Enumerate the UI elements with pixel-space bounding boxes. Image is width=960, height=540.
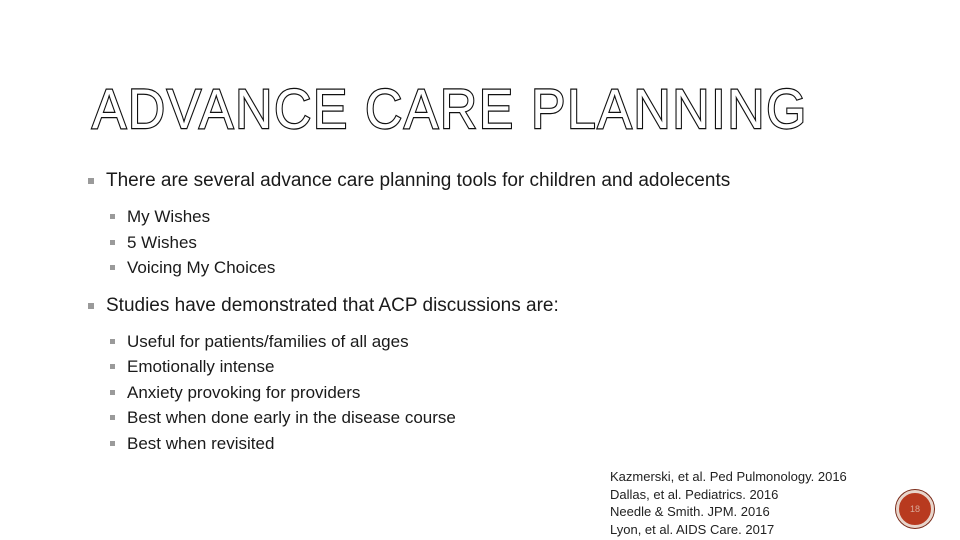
list-item-text: Best when revisited (127, 433, 275, 453)
list-item-text: 5 Wishes (127, 232, 197, 252)
list-item (110, 354, 848, 380)
list-item-text: Anxiety provoking for providers (127, 382, 361, 402)
bullet-marker (110, 265, 115, 270)
title-svg (90, 72, 830, 142)
content-body (88, 170, 848, 456)
bullet-marker (110, 339, 115, 344)
list-item (110, 380, 848, 406)
bullet-studies (88, 295, 848, 317)
title-text: ADVANCE CARE PLANNING (92, 77, 808, 140)
list-item-text: Emotionally intense (127, 357, 275, 376)
list-item (110, 204, 848, 230)
list-item (110, 329, 848, 355)
list-item (110, 431, 848, 457)
bullet-marker (88, 303, 94, 309)
tools-list (110, 204, 848, 281)
list-item (110, 230, 848, 256)
bullet-marker (110, 415, 115, 420)
slide-number-badge (896, 490, 934, 528)
reference-line: Kazmerski, et al. Ped Pulmonology. 2016 (610, 469, 847, 484)
references (610, 468, 847, 538)
reference-line: Dallas, et al. Pediatrics. 2016 (610, 486, 779, 502)
bullet-marker (110, 364, 115, 369)
bullet-tools-text: There are several advance care planning tools for children and adolecents (106, 170, 731, 191)
findings-list (110, 329, 848, 457)
list-item-text: Useful for patients/families of all ages (127, 331, 409, 351)
list-item-text: Voicing My Choices (127, 258, 276, 277)
list-item-text: Best when done early in the disease course (127, 408, 456, 427)
bullet-tools (88, 170, 848, 192)
slide-number: 18 (909, 504, 920, 514)
bullet-marker (110, 214, 115, 219)
bullet-marker (110, 390, 115, 395)
list-item (110, 255, 848, 281)
list-item-text: My Wishes (127, 207, 211, 226)
list-item (110, 405, 848, 431)
bullet-studies-text: Studies have demonstrated that ACP discussions are: (106, 294, 559, 316)
reference-line: Lyon, et al. AIDS Care. 2017 (610, 521, 775, 537)
bullet-marker (88, 178, 94, 184)
bullet-marker (110, 240, 115, 245)
bullet-marker (110, 441, 115, 446)
slide-title (90, 72, 830, 142)
reference-line: Needle & Smith. JPM. 2016 (610, 504, 770, 519)
